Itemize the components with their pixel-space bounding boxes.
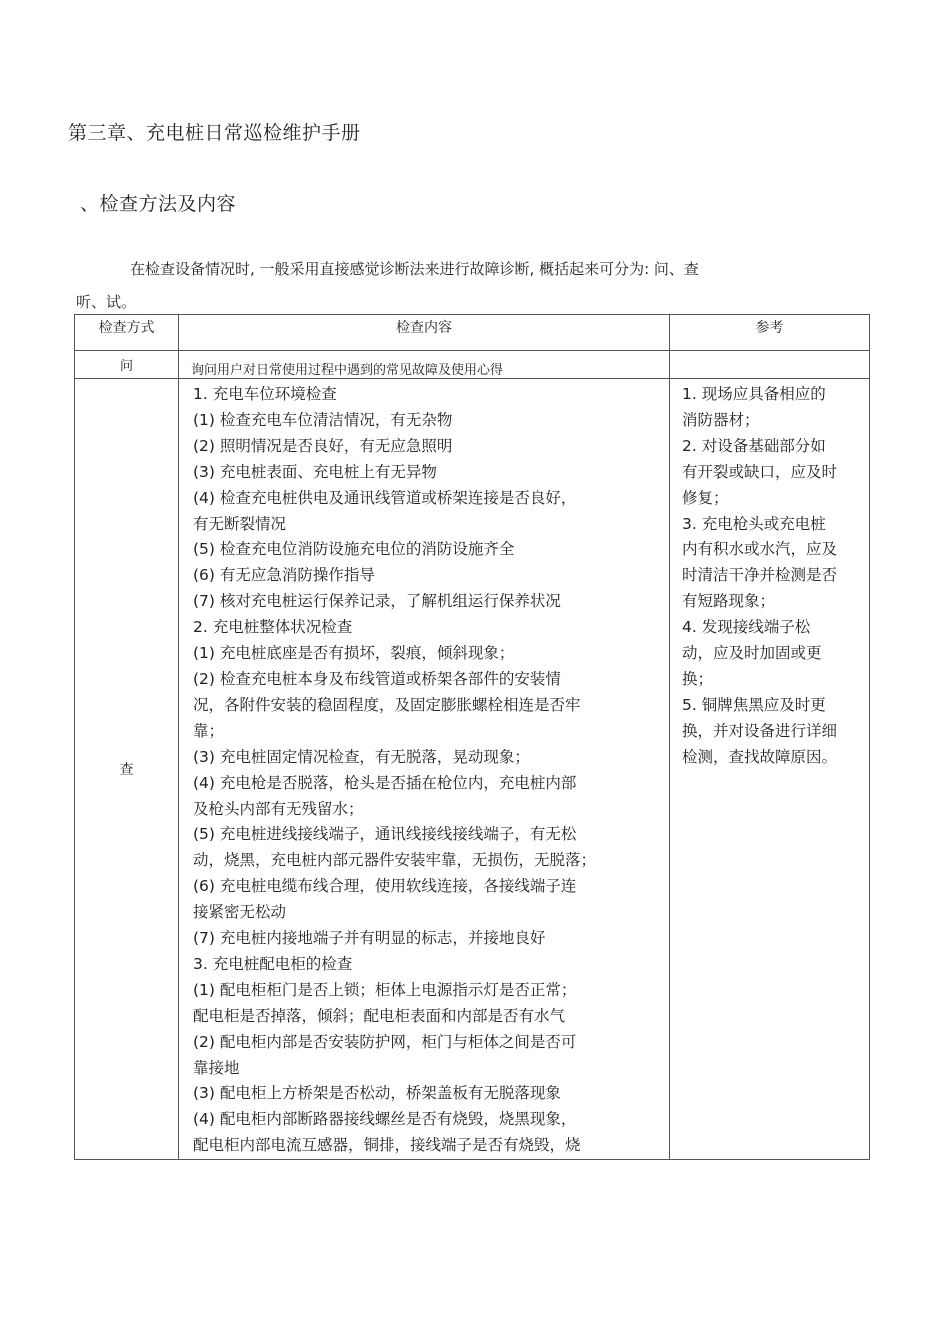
check-content-line: (4) 配电柜内部断路器接线螺丝是否有烧毁，烧黑现象，	[193, 1110, 577, 1129]
reference-line: 修复；	[682, 488, 729, 507]
intro-paragraph-line-2: 听、试。	[76, 293, 137, 311]
intro-paragraph-line-1: 在检查设备情况时, 一般采用直接感觉诊断法来进行故障诊断, 概括起来可分为: 问、查	[130, 260, 699, 278]
check-content-line: 况，各附件安装的稳固程度，及固定膨胀螺栓相连是否牢	[193, 695, 581, 714]
check-content-line: (6) 充电桩电缆布线合理，使用软线连接，各接线端子连	[193, 877, 577, 896]
reference-line: 有短路现象；	[682, 592, 776, 611]
check-content-line: (7) 核对充电桩运行保养记录，了解机组运行保养状况	[193, 592, 561, 611]
reference-line: 5. 铜牌焦黑应及时更	[682, 695, 826, 714]
check-content-list	[179, 379, 669, 1159]
check-content-line: 配电柜内部电流互感器，铜排，接线端子是否有烧毁，烧	[193, 1136, 581, 1155]
reference-line: 时清洁干净并检测是否	[682, 566, 838, 585]
check-content-line: (2) 照明情况是否良好，有无应急照明	[193, 436, 453, 455]
check-content-line: 1. 充电车位环境检查	[193, 385, 337, 403]
chapter-title: 第三章、充电桩日常巡检维护手册	[68, 122, 361, 144]
reference-line: 2. 对设备基础部分如	[682, 436, 826, 455]
row-content-check	[179, 379, 670, 1160]
check-content-line: (3) 充电桩表面、充电桩上有无异物	[193, 462, 437, 481]
header-method: 检查方式	[75, 315, 179, 351]
check-content-line: (2) 配电柜内部是否安装防护网，柜门与柜体之间是否可	[193, 1032, 577, 1051]
check-content-line: (1) 检查充电车位清洁情况，有无杂物	[193, 410, 453, 429]
check-content-line: 2. 充电桩整体状况检查	[193, 618, 353, 637]
check-content-line: 有无断裂情况	[193, 514, 287, 533]
check-content-line: 接紧密无松动	[193, 903, 287, 922]
check-content-line: 3. 充电桩配电柜的检查	[193, 954, 353, 973]
table-row	[75, 351, 870, 379]
row-reference-check	[670, 379, 870, 1160]
check-content-line: 靠接地	[193, 1058, 240, 1077]
reference-line: 消防器材；	[682, 410, 760, 429]
section-title: 、检查方法及内容	[80, 193, 237, 215]
header-content: 检查内容	[179, 315, 670, 351]
check-content-line: (2) 检查充电桩本身及布线管道或桥架各部件的安装情	[193, 669, 561, 688]
header-reference: 参考	[670, 315, 870, 351]
reference-line: 4. 发现接线端子松	[682, 618, 811, 637]
row-content-ask: 询问用户对日常使用过程中遇到的常见故障及使用心得	[179, 351, 670, 379]
row-method-ask: 问	[75, 351, 179, 379]
reference-line: 检测，查找故障原因。	[682, 747, 838, 766]
check-content-line: (1) 配电柜柜门是否上锁；柜体上电源指示灯是否正常；	[193, 980, 577, 999]
row-reference-ask	[670, 351, 870, 379]
check-content-line: 靠；	[193, 721, 225, 740]
reference-line: 内有积水或水汽，应及	[682, 540, 838, 559]
reference-line: 有开裂或缺口，应及时	[682, 462, 838, 481]
check-content-line: 动，烧黑，充电桩内部元器件安装牢靠，无损伤，无脱落；	[193, 851, 597, 870]
check-content-line: 及枪头内部有无残留水；	[193, 799, 364, 818]
check-content-line: (5) 检查充电位消防设施充电位的消防设施齐全	[193, 540, 515, 559]
reference-line: 换，并对设备进行详细	[682, 721, 838, 740]
table-header-row	[75, 315, 870, 351]
check-content-line: (3) 配电柜上方桥架是否松动，桥架盖板有无脱落现象	[193, 1084, 561, 1103]
check-reference-list	[670, 379, 869, 771]
row-method-check: 查	[75, 379, 179, 1160]
table-row	[75, 379, 870, 1160]
check-content-line: 配电柜是否掉落，倾斜；配电柜表面和内部是否有水气	[193, 1006, 566, 1025]
reference-line: 1. 现场应具备相应的	[682, 385, 826, 403]
check-content-line: (4) 检查充电桩供电及通讯线管道或桥架连接是否良好，	[193, 488, 577, 507]
check-content-line: (4) 充电枪是否脱落，枪头是否插在枪位内，充电桩内部	[193, 773, 577, 792]
inspection-table	[74, 314, 870, 1160]
check-content-line: (5) 充电桩进线接线端子，通讯线接线接线端子，有无松	[193, 825, 577, 844]
reference-line: 换；	[682, 669, 714, 688]
check-content-line: (1) 充电桩底座是否有损坏，裂痕，倾斜现象；	[193, 644, 515, 663]
check-content-line: (6) 有无应急消防操作指导	[193, 566, 375, 585]
check-content-line: (7) 充电桩内接地端子并有明显的标志，并接地良好	[193, 929, 546, 948]
check-content-line: (3) 充电桩固定情况检查，有无脱落，晃动现象；	[193, 747, 530, 766]
reference-line: 动，应及时加固或更	[682, 644, 822, 663]
reference-line: 3. 充电枪头或充电桩	[682, 514, 826, 533]
